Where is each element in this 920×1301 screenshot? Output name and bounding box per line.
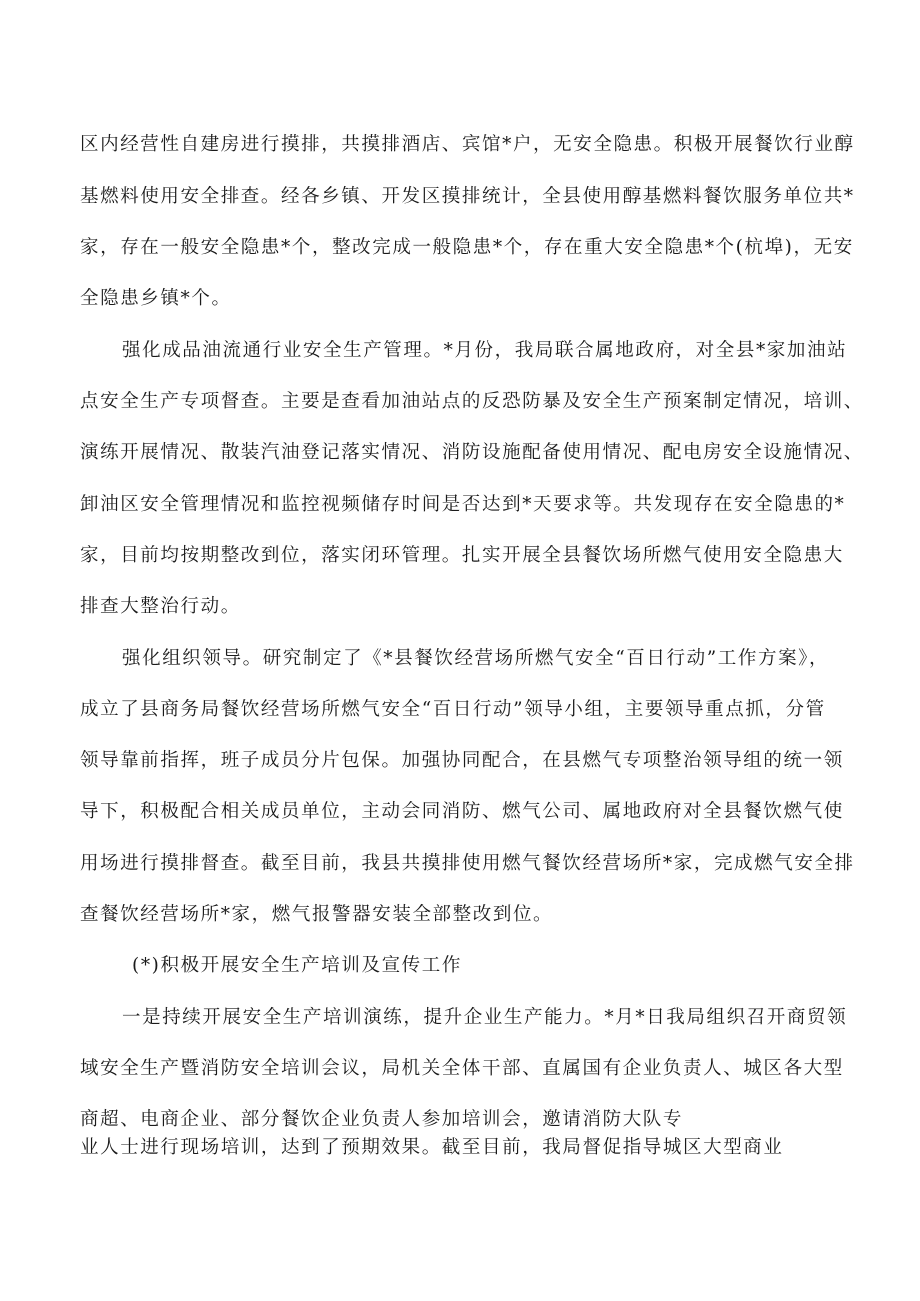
text-line: 点安全生产专项督查。主要是查看加油站点的反恐防暴及安全生产预案制定情况，培训、 (80, 391, 864, 412)
text-line: 全隐患乡镇*个。 (80, 288, 232, 309)
text-line: 家，目前均按期整改到位，落实闭环管理。扎实开展全县餐饮场所燃气使用安全隐患大 (80, 545, 844, 566)
text-line: 卸油区安全管理情况和监控视频储存时间是否达到*天要求等。共发现存在安全隐患的* (80, 494, 846, 515)
text-line: 域安全生产暨消防安全培训会议，局机关全体干部、直属国有企业负责人、城区各大型 (80, 1058, 844, 1079)
text-line: 成立了县商务局餐饮经营场所燃气安全“百日行动”领导小组，主要领导重点抓，分管 (80, 699, 826, 720)
text-line: 强化成品油流通行业安全生产管理。*月份，我局联合属地政府，对全县*家加油站 (122, 340, 848, 361)
text-line: 商超、电商企业、部分餐饮企业负责人参加培训会，邀请消防大队专 (80, 1109, 684, 1130)
section-heading: (*)积极开展安全生产培训及宣传工作 (132, 955, 462, 976)
text-line: 用场进行摸排督查。截至目前，我县共摸排使用燃气餐饮经营场所*家，完成燃气安全排 (80, 853, 855, 874)
text-line: 业人士进行现场培训，达到了预期效果。截至目前，我局督促指导城区大型商业 (80, 1137, 784, 1158)
text-line: 一是持续开展安全生产培训演练，提升企业生产能力。*月*日我局组织召开商贸领 (122, 1007, 848, 1028)
text-line: 演练开展情况、散装汽油登记落实情况、消防设施配备使用情况、配电房安全设施情况、 (80, 442, 864, 463)
text-line: 查餐饮经营场所*家，燃气报警器安装全部整改到位。 (80, 904, 554, 925)
text-line: 排查大整治行动。 (80, 596, 241, 617)
text-line: 导下，积极配合相关成员单位，主动会同消防、燃气公司、属地政府对全县餐饮燃气使 (80, 801, 844, 822)
text-line: 基燃料使用安全排查。经各乡镇、开发区摸排统计，全县使用醇基燃料餐饮服务单位共* (80, 186, 855, 207)
text-line: 家，存在一般安全隐患*个，整改完成一般隐患*个，存在重大安全隐患*个(杭埠)，无安 (80, 237, 854, 258)
text-line: 区内经营性自建房进行摸排，共摸排酒店、宾馆*户，无安全隐患。积极开展餐饮行业醇 (80, 134, 855, 155)
text-line: 领导靠前指挥，班子成员分片包保。加强协同配合，在县燃气专项整治领导组的统一领 (80, 750, 844, 771)
text-line: 强化组织领导。研究制定了《*县餐饮经营场所燃气安全“百日行动”工作方案》， (122, 648, 830, 669)
